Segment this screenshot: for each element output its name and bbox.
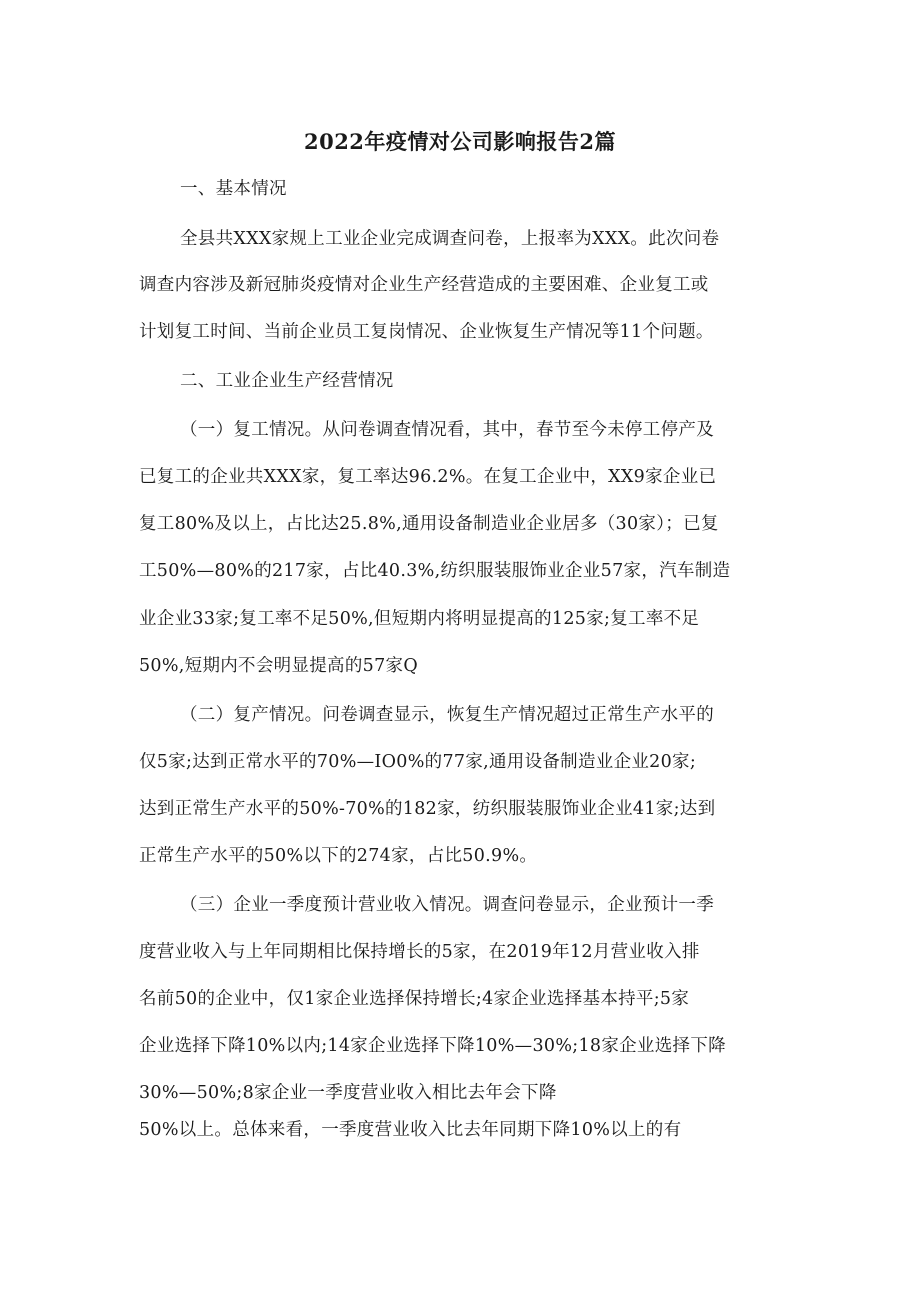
document-title: 2022年疫情对公司影响报告2篇 [303, 129, 617, 154]
paragraph-line: （一）复工情况。从问卷调查情况看，其中，春节至今未停工停产及 [180, 420, 714, 440]
paragraph-line: 业企业33家;复工率不足50%,但短期内将明显提高的125家;复工率不足 [139, 609, 700, 629]
paragraph-line: 正常生产水平的50%以下的274家，占比50.9%。 [139, 846, 538, 866]
paragraph-line: （三）企业一季度预计营业收入情况。调查问卷显示，企业预计一季 [180, 895, 714, 915]
paragraph-line: 调查内容涉及新冠肺炎疫情对企业生产经营造成的主要困难、企业复工或 [139, 275, 709, 295]
paragraph-line: 企业选择下降10%以内;14家企业选择下降10%—30%;18家企业选择下降 [139, 1036, 726, 1056]
paragraph-line: 计划复工时间、当前企业员工复岗情况、企业恢复生产情况等11个问题。 [139, 322, 714, 342]
paragraph-line: 已复工的企业共XXX家，复工率达96.2%。在复工企业中，XX9家企业已 [139, 467, 717, 487]
paragraph-line: 30%—50%;8家企业一季度营业收入相比去年会下降 [139, 1083, 557, 1103]
paragraph-line: 工50%—80%的217家，占比40.3%,纺织服装服饰业企业57家，汽车制造 [139, 561, 731, 581]
paragraph-line: 50%,短期内不会明显提高的57家Q [139, 656, 418, 676]
paragraph-line: 50%以上。总体来看，一季度营业收入比去年同期下降10%以上的有 [139, 1120, 682, 1140]
paragraph-line: （二）复产情况。问卷调查显示，恢复生产情况超过正常生产水平的 [180, 705, 714, 725]
paragraph-line: 名前50的企业中，仅1家企业选择保持增长;4家企业选择基本持平;5家 [139, 989, 690, 1009]
paragraph-line: 复工80%及以上，占比达25.8%,通用设备制造业企业居多（30家）；已复 [139, 514, 719, 534]
section-heading-basic: 一、基本情况 [180, 179, 287, 199]
paragraph-line: 仅5家;达到正常水平的70%—IO0%的77家,通用设备制造业企业20家; [139, 752, 697, 772]
paragraph-line: 全县共XXX家规上工业企业完成调查问卷，上报率为XXX。此次问卷 [180, 229, 720, 249]
paragraph-line: 度营业收入与上年同期相比保持增长的5家，在2019年12月营业收入排 [139, 942, 700, 962]
paragraph-line: 达到正常生产水平的50%-70%的182家，纺织服装服饰业企业41家;达到 [139, 799, 716, 819]
section-heading-operations: 二、工业企业生产经营情况 [180, 371, 394, 391]
